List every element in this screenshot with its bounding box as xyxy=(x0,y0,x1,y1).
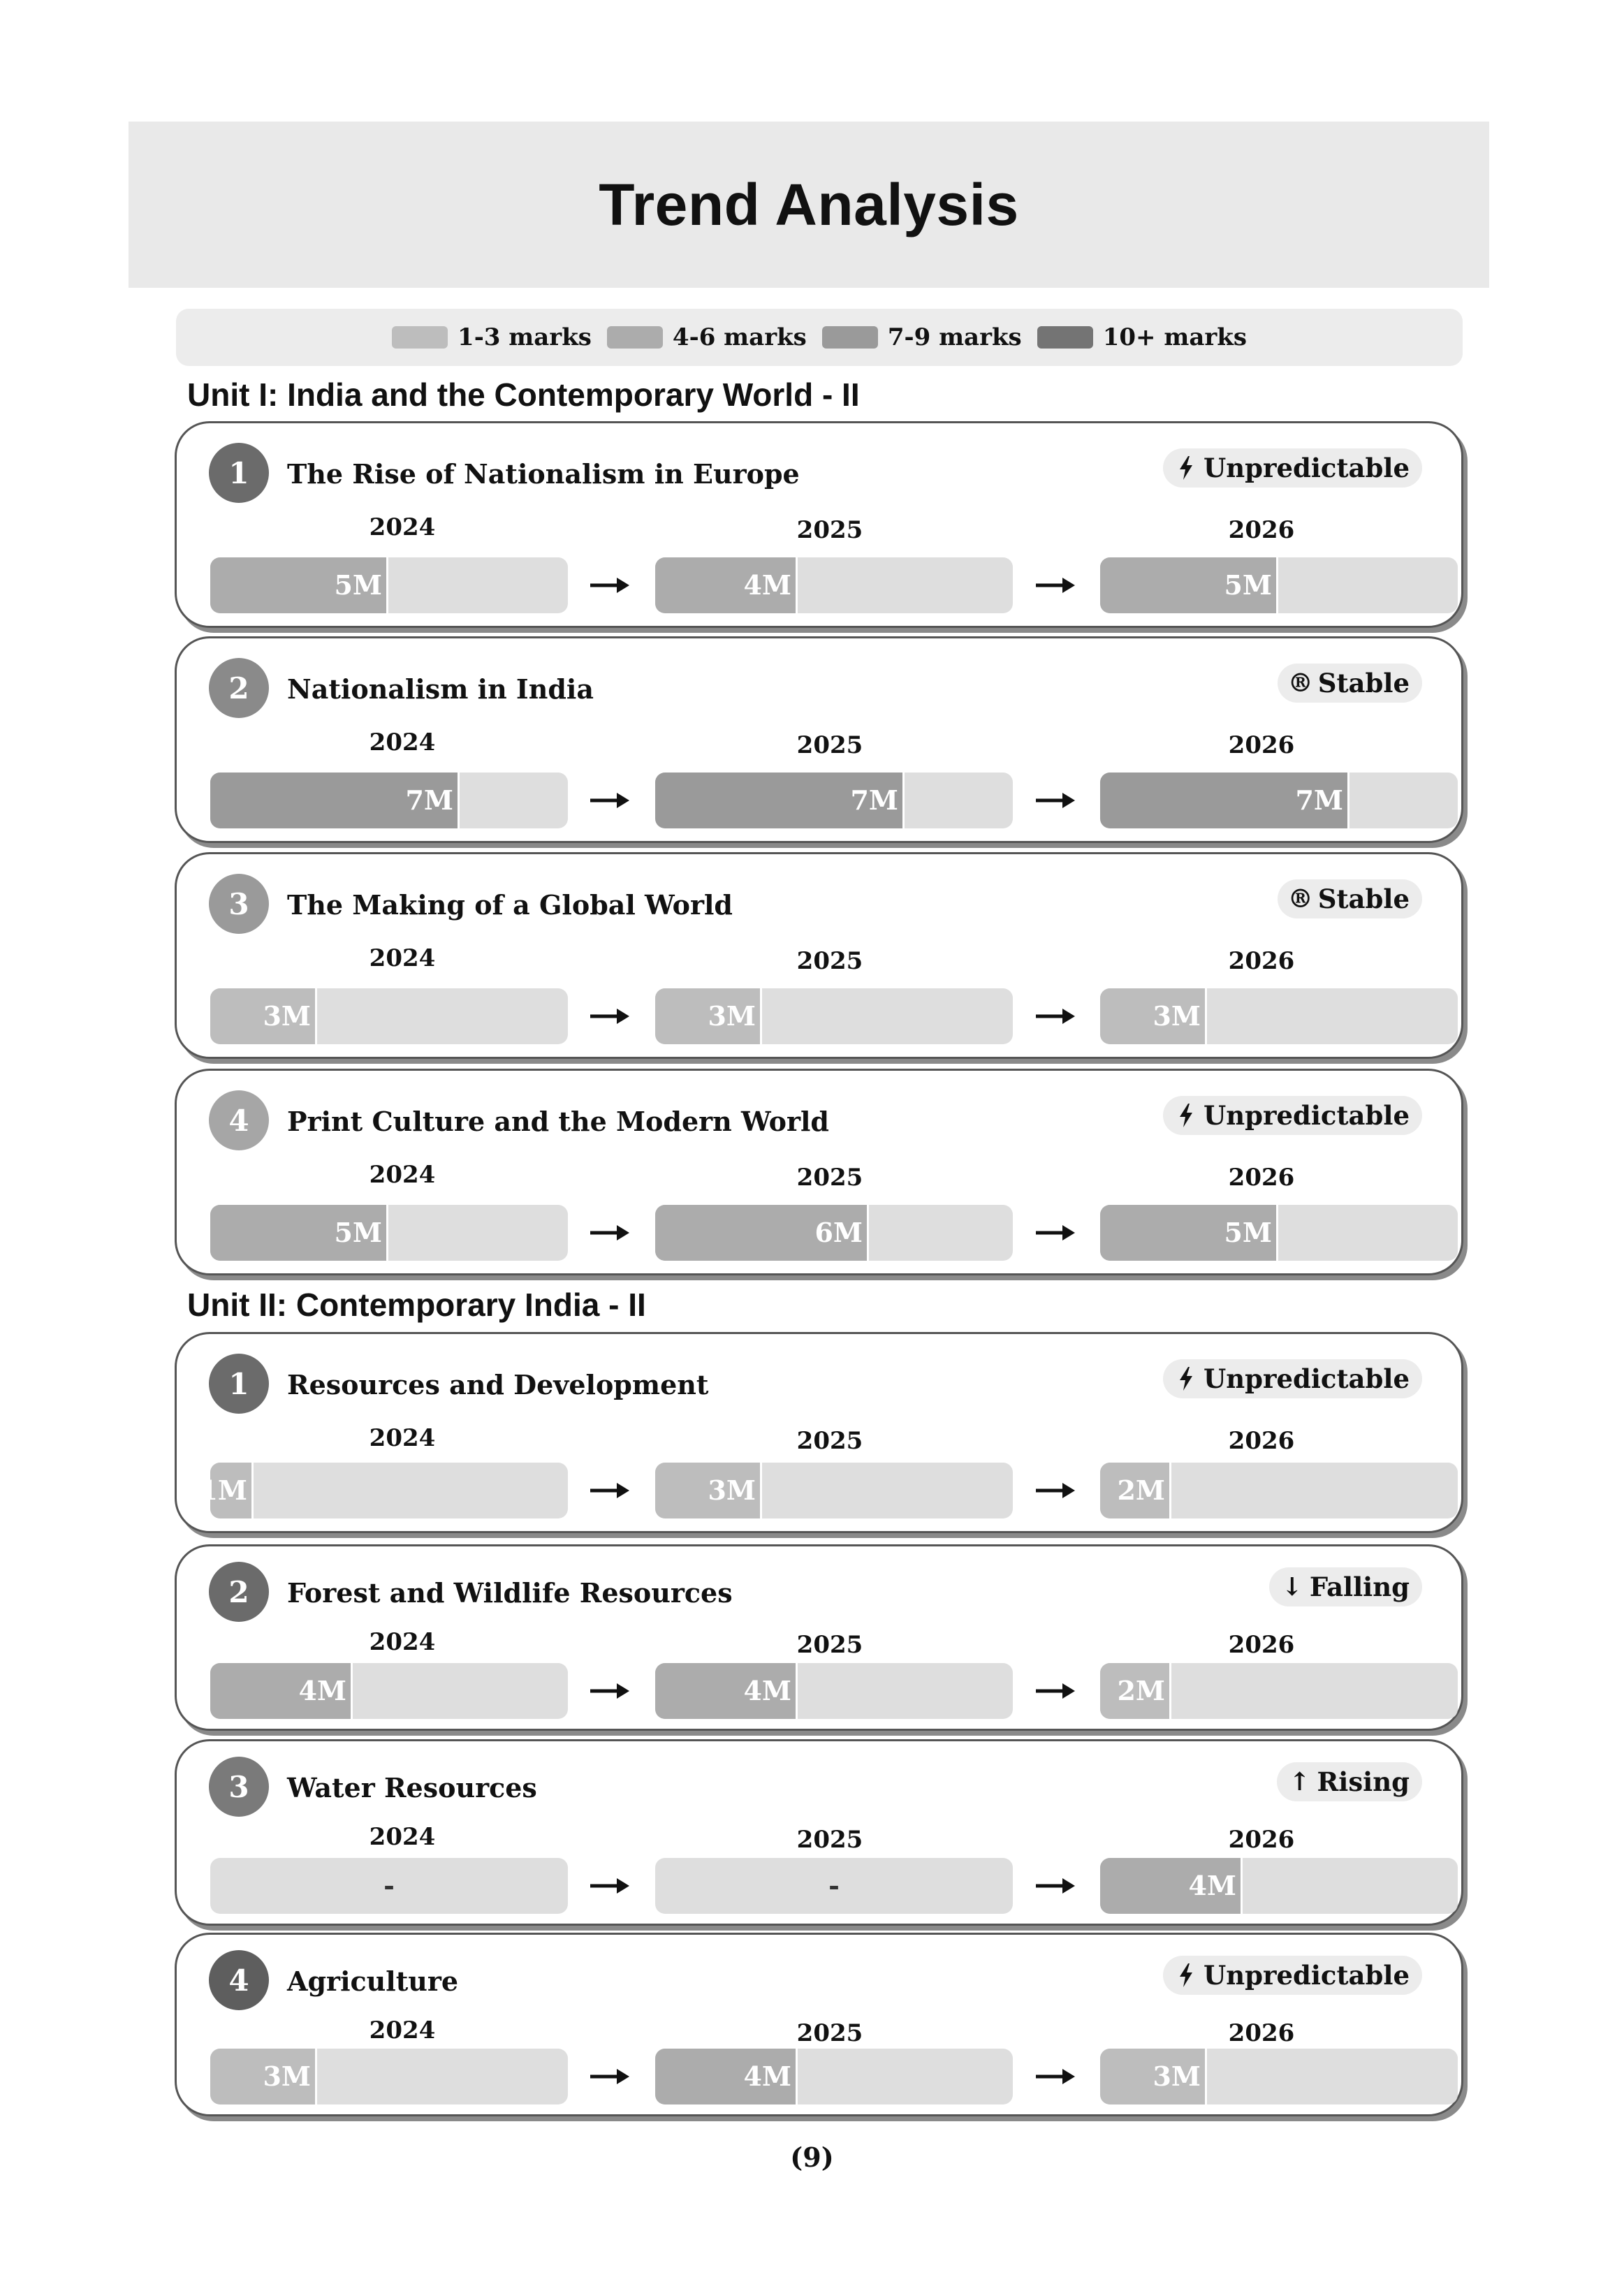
chapter-number-badge: 1 xyxy=(209,443,269,503)
marks-bar-fill xyxy=(1100,1663,1171,1719)
arrow-right-icon xyxy=(1034,1681,1076,1701)
legend-swatch-1-3 xyxy=(392,326,448,349)
marks-bar-track xyxy=(210,773,568,828)
marks-legend xyxy=(176,309,1463,366)
trend-badge xyxy=(1163,1956,1422,1995)
marks-value: 7M xyxy=(1295,784,1343,816)
chapter-title: Forest and Wildlife Resources xyxy=(287,1577,733,1609)
marks-bar-fill xyxy=(1100,1858,1243,1914)
trend-label: Falling xyxy=(1309,1572,1410,1602)
marks-value: 5M xyxy=(1224,569,1272,601)
legend-label-4-6: 4-6 marks xyxy=(672,323,807,351)
chapter-title: Water Resources xyxy=(287,1772,537,1803)
legend-swatch-7-9 xyxy=(822,326,878,349)
trend-badge xyxy=(1163,1096,1422,1135)
page-title: Trend Analysis xyxy=(599,171,1019,237)
year-label: 2026 xyxy=(1228,947,1295,975)
registered-icon: ® xyxy=(1287,884,1313,914)
arrow-right-icon xyxy=(1034,2066,1076,2087)
chapter-number-badge: 3 xyxy=(209,874,269,934)
marks-bar-fill xyxy=(210,2049,317,2104)
marks-bar-track xyxy=(210,2049,568,2104)
marks-bar-track xyxy=(1100,1463,1458,1518)
marks-bar-track xyxy=(1100,1663,1458,1719)
marks-bar-fill xyxy=(210,773,460,828)
year-label: 2026 xyxy=(1228,516,1295,544)
arrow-right-icon xyxy=(1034,575,1076,596)
chapter-card xyxy=(175,1069,1463,1275)
year-label: 2025 xyxy=(796,731,863,759)
marks-bar-track xyxy=(1100,773,1458,828)
chapter-number-badge: 4 xyxy=(209,1950,269,2010)
lightning-icon xyxy=(1176,454,1197,482)
year-label: 2024 xyxy=(369,1628,436,1656)
marks-bar-track xyxy=(655,1858,1013,1914)
year-label: 2024 xyxy=(369,513,436,541)
marks-bar-track xyxy=(1100,557,1458,613)
marks-bar-fill xyxy=(655,557,798,613)
trend-label: Unpredictable xyxy=(1203,1960,1410,1991)
arrow-right-icon xyxy=(1034,790,1076,811)
marks-bar-fill xyxy=(1100,557,1278,613)
chapter-card xyxy=(175,421,1463,628)
marks-bar-fill xyxy=(1100,1463,1171,1518)
marks-bar-track xyxy=(210,1205,568,1261)
trend-badge xyxy=(1163,1359,1422,1398)
marks-value: 4M xyxy=(743,2060,791,2092)
marks-bar-fill xyxy=(655,2049,798,2104)
chapter-number-badge: 4 xyxy=(209,1090,269,1150)
chapter-title: The Making of a Global World xyxy=(287,889,733,921)
arrow-up-icon: ↑ xyxy=(1289,1767,1310,1796)
trend-label: Unpredictable xyxy=(1203,1100,1410,1131)
lightning-icon xyxy=(1176,1961,1197,1989)
arrow-right-icon xyxy=(1034,1875,1076,1896)
year-label: 2025 xyxy=(796,2019,863,2047)
legend-item-7-9 xyxy=(822,323,1022,351)
marks-bar-track xyxy=(655,988,1013,1044)
legend-item-10-plus xyxy=(1037,323,1247,351)
marks-bar-track xyxy=(210,988,568,1044)
year-label: 2026 xyxy=(1228,1164,1295,1192)
marks-value: 6M xyxy=(814,1217,863,1248)
marks-bar-fill xyxy=(655,1463,762,1518)
marks-empty: - xyxy=(828,1870,840,1901)
legend-item-4-6 xyxy=(607,323,807,351)
marks-value: 5M xyxy=(1224,1217,1272,1248)
arrow-down-icon: ↓ xyxy=(1281,1572,1303,1602)
marks-value: 3M xyxy=(1153,2060,1201,2092)
marks-bar-track xyxy=(655,1205,1013,1261)
marks-bar-fill xyxy=(655,773,905,828)
marks-bar-fill xyxy=(1100,773,1349,828)
marks-value: 4M xyxy=(743,569,791,601)
marks-value: 5M xyxy=(334,1217,382,1248)
legend-item-1-3 xyxy=(392,323,592,351)
arrow-right-icon xyxy=(1034,1222,1076,1243)
marks-bar-fill xyxy=(210,1663,353,1719)
chapter-title: Print Culture and the Modern World xyxy=(287,1106,829,1137)
marks-value: 7M xyxy=(405,784,453,816)
year-label: 2025 xyxy=(796,947,863,975)
legend-swatch-10-plus xyxy=(1037,326,1093,349)
marks-bar-track xyxy=(199,1463,568,1518)
chapter-number-badge: 2 xyxy=(209,658,269,718)
lightning-icon xyxy=(1176,1101,1197,1129)
marks-bar-fill xyxy=(1100,988,1207,1044)
year-label: 2026 xyxy=(1228,731,1295,759)
arrow-right-icon xyxy=(589,1875,631,1896)
legend-label-10-plus: 10+ marks xyxy=(1102,323,1247,351)
trend-badge xyxy=(1269,1567,1422,1606)
marks-bar-track xyxy=(210,1663,568,1719)
chapter-card xyxy=(175,1544,1463,1731)
marks-bar-fill xyxy=(210,1205,388,1261)
year-label: 2025 xyxy=(796,1164,863,1192)
marks-value: 3M xyxy=(263,1000,311,1032)
year-label: 2024 xyxy=(369,944,436,972)
arrow-right-icon xyxy=(589,790,631,811)
year-label: 2026 xyxy=(1228,2019,1295,2047)
trend-badge xyxy=(1278,879,1422,918)
chapter-number-badge: 1 xyxy=(209,1354,269,1414)
arrow-right-icon xyxy=(589,575,631,596)
year-label: 2024 xyxy=(369,1424,436,1452)
marks-bar-track xyxy=(1100,988,1458,1044)
chapter-card xyxy=(175,1933,1463,2116)
year-label: 2026 xyxy=(1228,1427,1295,1455)
chapter-number-badge: 2 xyxy=(209,1562,269,1622)
marks-bar-track xyxy=(655,1663,1013,1719)
marks-bar-track xyxy=(655,1463,1013,1518)
marks-bar-track xyxy=(210,1858,568,1914)
year-label: 2026 xyxy=(1228,1631,1295,1659)
trend-label: Unpredictable xyxy=(1203,453,1410,483)
marks-bar-track xyxy=(655,773,1013,828)
lightning-icon xyxy=(1176,1365,1197,1393)
trend-badge xyxy=(1277,1762,1422,1801)
marks-bar-fill xyxy=(655,988,762,1044)
page-number: (9) xyxy=(790,2142,834,2173)
marks-value: 4M xyxy=(1188,1870,1236,1901)
trend-badge xyxy=(1163,448,1422,488)
chapter-number-badge: 3 xyxy=(209,1757,269,1817)
marks-bar-fill xyxy=(1100,1205,1278,1261)
arrow-right-icon xyxy=(589,1480,631,1501)
marks-bar-fill xyxy=(655,1205,869,1261)
marks-bar-fill xyxy=(655,1663,798,1719)
registered-icon: ® xyxy=(1287,668,1313,698)
legend-label-1-3: 1-3 marks xyxy=(458,323,592,351)
marks-bar-fill xyxy=(199,1463,254,1518)
chapter-card xyxy=(175,1739,1463,1926)
trend-label: Unpredictable xyxy=(1203,1363,1410,1394)
marks-value: 2M xyxy=(1117,1675,1165,1706)
title-band xyxy=(129,122,1489,288)
chapter-title: Nationalism in India xyxy=(287,673,594,705)
year-label: 2024 xyxy=(369,1161,436,1189)
trend-label: Stable xyxy=(1317,884,1410,914)
legend-swatch-4-6 xyxy=(607,326,663,349)
arrow-right-icon xyxy=(1034,1006,1076,1027)
trend-badge xyxy=(1278,664,1422,703)
marks-bar-fill xyxy=(210,988,317,1044)
marks-value: 1M xyxy=(199,1474,247,1506)
chapter-card xyxy=(175,636,1463,843)
chapter-card xyxy=(175,1332,1463,1533)
marks-bar-track xyxy=(655,557,1013,613)
year-label: 2025 xyxy=(796,516,863,544)
year-label: 2024 xyxy=(369,2016,436,2044)
year-label: 2026 xyxy=(1228,1826,1295,1854)
marks-value: 3M xyxy=(708,1474,756,1506)
marks-value: 2M xyxy=(1117,1474,1165,1506)
marks-value: 4M xyxy=(743,1675,791,1706)
chapter-card xyxy=(175,852,1463,1059)
marks-bar-track xyxy=(1100,2049,1458,2104)
chapter-title: Agriculture xyxy=(287,1965,459,1997)
arrow-right-icon xyxy=(589,1006,631,1027)
year-label: 2025 xyxy=(796,1631,863,1659)
arrow-right-icon xyxy=(589,2066,631,2087)
chapter-title: The Rise of Nationalism in Europe xyxy=(287,458,800,490)
arrow-right-icon xyxy=(1034,1480,1076,1501)
unit-heading: Unit I: India and the Contemporary World - II xyxy=(187,376,860,413)
marks-bar-fill xyxy=(1100,2049,1207,2104)
trend-label: Stable xyxy=(1317,668,1410,698)
marks-bar-track xyxy=(1100,1205,1458,1261)
marks-value: 4M xyxy=(298,1675,346,1706)
marks-bar-track xyxy=(655,2049,1013,2104)
marks-value: 5M xyxy=(334,569,382,601)
marks-bar-track xyxy=(210,557,568,613)
marks-bar-fill xyxy=(210,557,388,613)
legend-label-7-9: 7-9 marks xyxy=(887,323,1022,351)
year-label: 2025 xyxy=(796,1826,863,1854)
marks-value: 3M xyxy=(708,1000,756,1032)
chapter-title: Resources and Development xyxy=(287,1369,709,1400)
trend-label: Rising xyxy=(1317,1766,1410,1797)
marks-value: 3M xyxy=(263,2060,311,2092)
marks-value: 7M xyxy=(850,784,898,816)
year-label: 2024 xyxy=(369,1823,436,1851)
marks-empty: - xyxy=(383,1870,395,1901)
arrow-right-icon xyxy=(589,1222,631,1243)
marks-value: 3M xyxy=(1153,1000,1201,1032)
year-label: 2024 xyxy=(369,729,436,756)
year-label: 2025 xyxy=(796,1427,863,1455)
marks-bar-track xyxy=(1100,1858,1458,1914)
arrow-right-icon xyxy=(589,1681,631,1701)
unit-heading: Unit II: Contemporary India - II xyxy=(187,1287,646,1323)
